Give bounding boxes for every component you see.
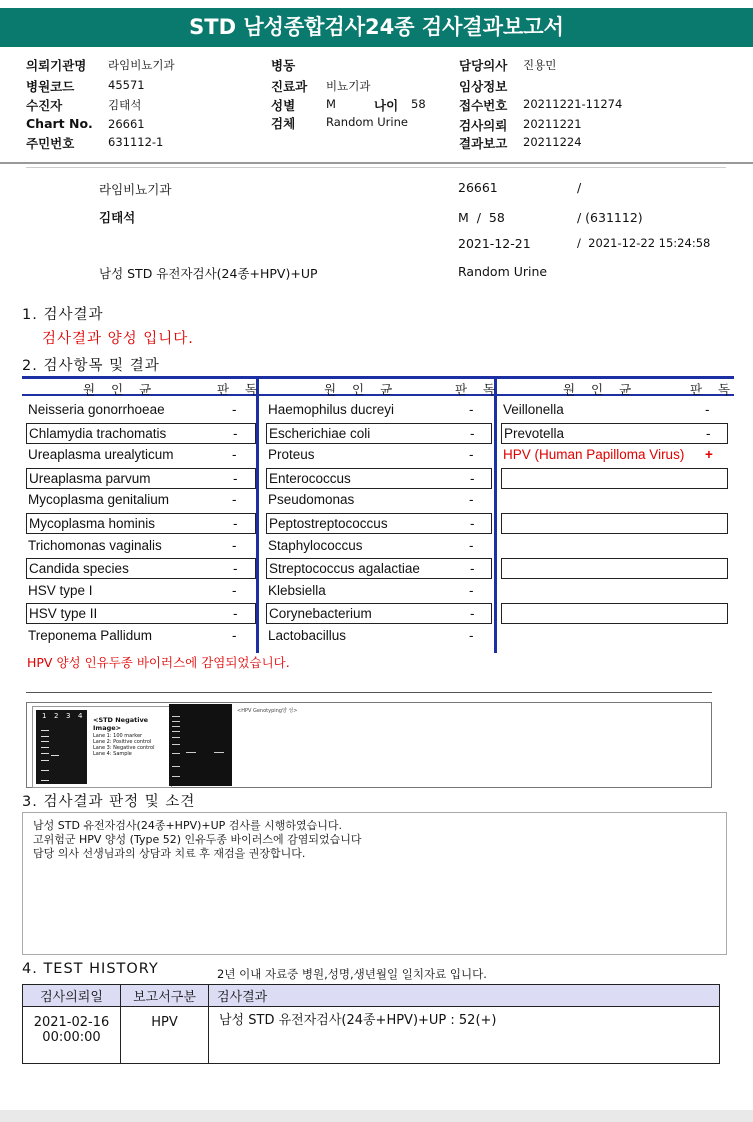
judgement-mark: -	[469, 538, 474, 553]
value-patient: 김태석	[108, 98, 142, 112]
value-dept: 비뇨기과	[326, 79, 371, 93]
label-ward: 병동	[271, 58, 296, 73]
judgement-mark: -	[233, 516, 238, 531]
negative-gel-image	[32, 706, 172, 788]
organism-name: Staphylococcus	[268, 538, 363, 553]
history-date-cell	[23, 1007, 121, 1064]
history-time: 00:00:00	[42, 1030, 101, 1045]
value-request-date: 20211221	[523, 117, 582, 131]
judgement-mark: -	[706, 426, 711, 441]
result-row	[26, 603, 256, 624]
summary-date2: / 2021-12-22 15:24:58	[577, 236, 711, 250]
organism-name: Escherichiae coli	[269, 426, 371, 441]
organism-name: HPV (Human Papilloma Virus)	[503, 447, 685, 462]
col3-header: 원 인 균	[563, 382, 638, 397]
organism-name: Mycoplasma hominis	[29, 516, 156, 531]
table-top-border	[22, 376, 734, 379]
value-hospital-code: 45571	[108, 78, 145, 92]
lane-label-2: 2	[54, 712, 59, 720]
judgement-mark: -	[232, 628, 237, 643]
organism-name: Ureaplasma parvum	[29, 471, 151, 486]
result-row	[501, 445, 728, 466]
gel-legend-line: Lane 1: 100 marker	[93, 733, 143, 739]
result-row	[26, 490, 256, 511]
organism-name: Peptostreptococcus	[269, 516, 388, 531]
judgement-mark: -	[232, 447, 237, 462]
label-chart-no: Chart No.	[26, 116, 93, 131]
value-report-date: 20211224	[523, 135, 582, 149]
label-receipt-no: 접수번호	[459, 98, 508, 113]
empty-result-cell	[501, 513, 728, 534]
summary-patient: 김태석	[99, 210, 136, 225]
organism-name: HSV type II	[29, 606, 98, 621]
lane-label-1: 1	[42, 712, 47, 720]
organism-name: Neisseria gonorrhoeae	[28, 402, 165, 417]
organism-name: Proteus	[268, 447, 315, 462]
judgement-mark: -	[469, 583, 474, 598]
judgement-mark: -	[233, 606, 238, 621]
opinion-line: 담당 의사 선생님과의 상담과 치료 후 재검을 권장합니다.	[33, 847, 306, 860]
result-row	[266, 513, 492, 534]
value-doctor: 진용민	[523, 58, 557, 72]
col1-judge: 판 독	[217, 382, 264, 397]
result-row	[266, 581, 492, 602]
organism-name: Mycoplasma genitalium	[28, 492, 170, 507]
col2-header: 원 인 균	[324, 382, 399, 397]
summary-chart: 26661	[458, 180, 498, 195]
result-row	[266, 536, 492, 557]
judgement-mark: -	[233, 561, 238, 576]
history-type: HPV	[121, 1007, 209, 1064]
judgement-mark: -	[232, 538, 237, 553]
gel-legend-line: Lane 4: Sample	[93, 751, 132, 757]
lane-label-3: 3	[66, 712, 71, 720]
label-report-date: 결과보고	[459, 136, 508, 151]
section1-result: 검사결과 양성 입니다.	[42, 331, 194, 347]
col3-judge: 판 독	[690, 382, 737, 397]
judgement-mark: -	[232, 583, 237, 598]
organism-name: Lactobacillus	[268, 628, 347, 643]
label-resident-no: 주민번호	[26, 136, 75, 151]
judgement-mark: -	[232, 492, 237, 507]
judgement-mark: +	[705, 447, 713, 462]
result-row	[266, 468, 492, 489]
organism-name: Ureaplasma urealyticum	[28, 447, 174, 462]
value-receipt-no: 20211221-11274	[523, 97, 623, 111]
value-resident-no: 631112-1	[108, 135, 164, 149]
label-specimen: 검체	[271, 116, 296, 131]
negative-gel-lanes	[36, 710, 87, 784]
result-row	[26, 445, 256, 466]
judgement-mark: -	[705, 402, 710, 417]
result-row	[26, 558, 256, 579]
opinion-box	[22, 812, 727, 955]
section4-note: 2년 이내 자료중 병원,성명,생년월일 일치자료 입니다.	[217, 967, 487, 981]
col2-judge: 판 독	[455, 382, 502, 397]
organism-name: Haemophilus ducreyi	[268, 402, 395, 417]
label-request-date: 검사의뢰	[459, 118, 508, 133]
label-patient: 수진자	[26, 98, 63, 113]
judgement-mark: -	[469, 628, 474, 643]
result-row	[26, 513, 256, 534]
gel-divider	[26, 692, 712, 693]
judgement-mark: -	[470, 516, 475, 531]
value-institution: 라임비뇨기과	[108, 58, 175, 72]
hpv-gel-caption: <HPV Genotyping양 성>	[237, 708, 298, 714]
result-row	[266, 445, 492, 466]
judgement-mark: -	[232, 402, 237, 417]
value-age: 58	[411, 97, 426, 111]
col1-header: 원 인 균	[83, 382, 158, 397]
divider	[26, 167, 726, 168]
organism-name: Corynebacterium	[269, 606, 372, 621]
gel-image-panel	[26, 702, 712, 788]
label-sex: 성별	[271, 98, 296, 113]
organism-name: Prevotella	[504, 426, 565, 441]
result-row	[26, 536, 256, 557]
summary-clinic: 라임비뇨기과	[99, 182, 172, 197]
column-divider-2	[494, 376, 497, 653]
history-result: 남성 STD 유전자검사(24종+HPV)+UP : 52(+)	[209, 1007, 720, 1064]
gel-legend-line: Lane 3: Negative control	[93, 745, 155, 751]
label-clinical-info: 임상정보	[459, 79, 508, 94]
judgement-mark: -	[470, 606, 475, 621]
organism-name: Treponema Pallidum	[28, 628, 153, 643]
organism-name: Trichomonas vaginalis	[28, 538, 162, 553]
result-row	[26, 626, 256, 647]
judgement-mark: -	[233, 471, 238, 486]
value-chart-no: 26661	[108, 117, 145, 131]
summary-slash: /	[577, 180, 582, 195]
judgement-mark: -	[233, 426, 238, 441]
section1-title: 1. 검사결과	[22, 307, 104, 323]
summary-sex-age: M / 58	[458, 210, 505, 225]
organism-name: Pseudomonas	[268, 492, 355, 507]
empty-result-cell	[501, 468, 728, 489]
empty-result-cell	[501, 558, 728, 579]
result-row	[501, 400, 728, 421]
label-dept: 진료과	[271, 79, 308, 94]
organism-name: Klebsiella	[268, 583, 326, 598]
judgement-mark: -	[469, 402, 474, 417]
label-age: 나이	[374, 98, 399, 113]
history-date: 2021-02-16	[33, 1015, 110, 1030]
report-title: STD 남성종합검사24종 검사결과보고서	[0, 8, 753, 47]
result-row	[26, 400, 256, 421]
result-row	[266, 400, 492, 421]
history-table	[22, 984, 720, 1064]
empty-result-cell	[501, 603, 728, 624]
result-row	[266, 423, 492, 444]
judgement-mark: -	[469, 492, 474, 507]
summary-specimen: Random Urine	[458, 264, 548, 279]
gel-legend-line: Lane 2: Positive control	[93, 739, 152, 745]
judgement-mark: -	[470, 426, 475, 441]
opinion-line: 고위험군 HPV 양성 (Type 52) 인유두종 바이러스에 감염되었습니다	[33, 833, 362, 846]
judgement-mark: -	[470, 561, 475, 576]
organism-name: HSV type I	[28, 583, 93, 598]
result-row	[266, 558, 492, 579]
organism-name: Veillonella	[503, 402, 564, 417]
history-row	[23, 1007, 720, 1064]
summary-date1: 2021-12-21	[458, 236, 531, 251]
label-hospital-code: 병원코드	[26, 79, 75, 94]
value-sex: M	[326, 97, 336, 111]
section3-title: 3. 검사결과 판정 및 소견	[22, 794, 196, 810]
opinion-line: 남성 STD 유전자검사(24종+HPV)+UP 검사를 시행하였습니다.	[33, 819, 343, 832]
summary-birth: / (631112)	[577, 210, 643, 225]
result-row	[501, 423, 728, 444]
label-doctor: 담당의사	[459, 58, 508, 73]
organism-name: Candida species	[29, 561, 129, 576]
organism-name: Chlamydia trachomatis	[29, 426, 167, 441]
label-institution: 의뢰기관명	[26, 58, 87, 73]
hpv-gel-image	[169, 704, 232, 786]
section2-title: 2. 검사항목 및 결과	[22, 358, 160, 374]
section2-note: HPV 양성 인유두종 바이러스에 감염되었습니다.	[27, 655, 290, 670]
result-row	[266, 603, 492, 624]
organism-name: Enterococcus	[269, 471, 351, 486]
patient-header	[0, 52, 753, 164]
result-row	[266, 626, 492, 647]
column-divider-1	[256, 376, 259, 653]
judgement-mark: -	[470, 471, 475, 486]
result-row	[266, 490, 492, 511]
history-header-row	[23, 985, 720, 1007]
history-header: 보고서구분	[121, 985, 209, 1007]
history-header: 검사의뢰일	[23, 985, 121, 1007]
value-specimen: Random Urine	[326, 115, 408, 129]
negative-gel-title: <STD Negative Image>	[93, 716, 149, 732]
lane-label-4: 4	[78, 712, 83, 720]
judgement-mark: -	[469, 447, 474, 462]
organism-name: Streptococcus agalactiae	[269, 561, 420, 576]
summary-test-name: 남성 STD 유전자검사(24종+HPV)+UP	[99, 266, 318, 281]
result-row	[26, 423, 256, 444]
section4-title: 4. TEST HISTORY	[22, 961, 159, 977]
result-row	[26, 581, 256, 602]
history-header: 검사결과	[209, 985, 720, 1007]
result-row	[26, 468, 256, 489]
